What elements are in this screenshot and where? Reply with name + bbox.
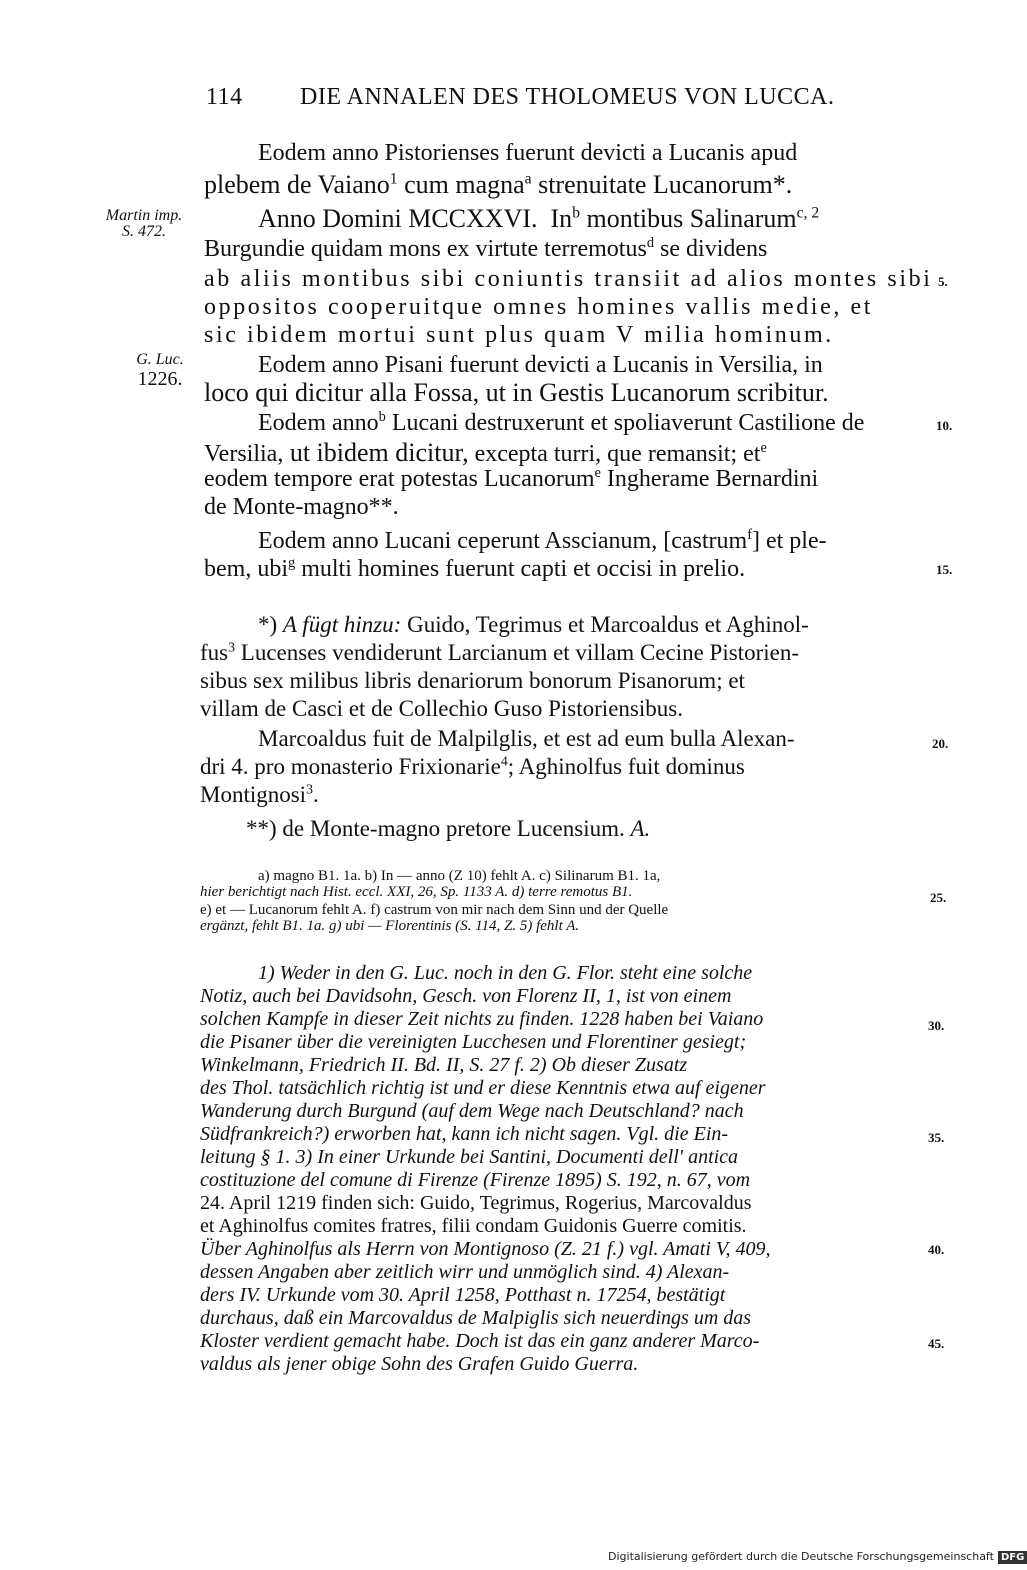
- text-line: Burgundie quidam mons ex virtute terremotus$^d$ se dividens: [204, 235, 768, 262]
- margin-ref-gluc: G. Luc. 1226.: [136, 351, 184, 390]
- text-line: eodem tempore erat potestas Lucanorum$^e$ Ingherame Bernardini: [204, 465, 819, 492]
- variant-line: hier berichtigt nach Hist. eccl. XXI, 26, Sp. 1133 A. d) terre remotus B1.: [200, 884, 633, 900]
- footnote-line: valdus als jener obige Sohn des Grafen Guido Guerra.: [200, 1353, 639, 1375]
- text-line: plebem de Vaiano$^1$ cum magna$^a$ strenuitate Lucanorum*.: [204, 170, 793, 199]
- text-line: Eodem anno Pistorienses fuerunt devicti a Lucanis apud: [258, 140, 798, 166]
- text-line: Versilia, ut ibidem dicitur, excepta turri, que remansit; $et^e$: [204, 438, 767, 467]
- digitization-credit: Digitalisierung gefördert durch die Deutsche Forschungsgemeinschaft DFG: [608, 1550, 1027, 1564]
- line-number: 35.: [928, 1130, 945, 1145]
- footnote-line: Südfrankreich?) erworben hat, kann ich nicht sagen. Vgl. die Ein-: [200, 1123, 729, 1145]
- text-line: Eodem anno$^b$ Lucani destruxerunt et spoliaverunt Castilione de: [258, 409, 865, 436]
- text-line: Eodem anno Pisani fuerunt devicti a Lucanis in Versilia, in: [258, 352, 823, 378]
- text-line: ab aliis montibus sibi coniuntis transiit ad alios montes sibi: [204, 266, 933, 292]
- line-number: 25.: [930, 890, 947, 905]
- footnote-line: Wanderung durch Burgund (auf dem Wege nach Deutschland? nach: [200, 1100, 744, 1122]
- text-line: Anno Domini MCCXXVI. In$^b$ montibus Salinarum$^{c, 2}$: [258, 204, 820, 233]
- line-number: 20.: [932, 736, 949, 751]
- line-number: 40.: [928, 1242, 945, 1257]
- note-line: Montignosi$^3$.: [200, 781, 319, 807]
- footnote-line: Winkelmann, Friedrich II. Bd. II, S. 27 f. 2) Ob dieser Zusatz: [200, 1054, 688, 1076]
- footnote-line: 1) Weder in den G. Luc. noch in den G. Flor. steht eine solche: [258, 962, 753, 984]
- line-number: 30.: [928, 1018, 945, 1033]
- note-line: Marcoaldus fuit de Malpilglis, et est ad eum bulla Alexan-: [258, 726, 795, 751]
- dfg-logo: DFG: [998, 1551, 1027, 1564]
- note-line: **) de Monte-magno pretore Lucensium. A.: [246, 816, 651, 841]
- text-line: sic ibidem mortui sunt plus quam V milia hominum.: [204, 322, 834, 348]
- note-line: dri 4. pro monasterio Frixionarie$^4$; Aghinolfus fuit dominus: [200, 753, 745, 779]
- note-line: sibus sex milibus libris denariorum bonorum Pisanorum; et: [200, 668, 745, 693]
- line-number: 10.: [936, 418, 953, 433]
- footnote-line: Über Aghinolfus als Herrn von Montignoso (Z. 21 f.) vgl. Amati V, 409,: [200, 1238, 771, 1260]
- note-line: fus$^3$ Lucenses vendiderunt Larcianum et villam Cecine Pistorien-: [200, 639, 799, 665]
- running-title: DIE ANNALEN DES THOLOMEUS VON LUCCA.: [300, 84, 835, 110]
- margin-ref-martin: Martin imp. S. 472.: [105, 207, 183, 240]
- footnote-line: des Thol. tatsächlich richtig ist und er diese Kenntnis etwa auf eigener: [200, 1077, 766, 1099]
- text-line: oppositos cooperuitque omnes homines vallis medie, et: [204, 294, 874, 320]
- variant-line: ergänzt, fehlt B1. 1a. g) ubi — Florentinis (S. 114, Z. 5) fehlt A.: [200, 918, 580, 934]
- variant-line: a) magno B1. 1a. b) In — anno (Z 10) fehlt A. c) Silinarum B1. 1a,: [258, 868, 661, 884]
- text-line: loco qui dicitur alla Fossa, ut in Gestis Lucanorum scribitur.: [204, 378, 829, 407]
- text-line: Eodem anno Lucani ceperunt Asscianum, [castrum$^f$] et ple-: [258, 527, 827, 554]
- footnote-line: Kloster verdient gemacht habe. Doch ist das ein ganz anderer Marco-: [200, 1330, 760, 1352]
- page-number: 114: [206, 84, 243, 110]
- variant-line: e) et — Lucanorum fehlt A. f) castrum von mir nach dem Sinn und der Quelle: [200, 902, 669, 918]
- footnote-line: die Pisaner über die vereinigten Lucchesen und Florentiner gesiegt;: [200, 1031, 747, 1053]
- footnote-line: 24. April 1219 finden sich: Guido, Tegrimus, Rogerius, Marcovaldus: [200, 1192, 752, 1214]
- line-number: 5.: [938, 274, 948, 289]
- footnote-line: durchaus, daß ein Marcovaldus de Malpiglis sich neuerdings um das: [200, 1307, 752, 1329]
- footnote-line: Notiz, auch bei Davidsohn, Gesch. von Florenz II, 1, ist von einem: [200, 985, 732, 1007]
- line-number: 15.: [936, 562, 953, 577]
- footnote-line: costituzione del comune di Firenze (Firenze 1895) S. 192, n. 67, vom: [200, 1169, 751, 1191]
- note-line: villam de Casci et de Collechio Guso Pistoriensibus.: [200, 696, 683, 721]
- footnote-line: dessen Angaben aber zeitlich wirr und unmöglich sind. 4) Alexan-: [200, 1261, 730, 1283]
- line-number: 45.: [928, 1336, 945, 1351]
- note-line: *) A fügt hinzu: Guido, Tegrimus et Marcoaldus et Aghinol-: [258, 612, 809, 637]
- footnote-line: ders IV. Urkunde vom 30. April 1258, Potthast n. 17254, bestätigt: [200, 1284, 726, 1306]
- footnote-line: et Aghinolfus comites fratres, filii condam Guidonis Guerre comitis.: [200, 1215, 747, 1237]
- footnote-line: leitung § 1. 3) In einer Urkunde bei Santini, Documenti dell' antica: [200, 1146, 739, 1168]
- text-line: de Monte-magno**.: [204, 494, 399, 520]
- footnote-line: solchen Kampfe in dieser Zeit nichts zu finden. 1228 haben bei Vaiano: [200, 1008, 764, 1030]
- text-line: bem, ubi$^g$ multi homines fuerunt capti et occisi in prelio.: [204, 555, 746, 582]
